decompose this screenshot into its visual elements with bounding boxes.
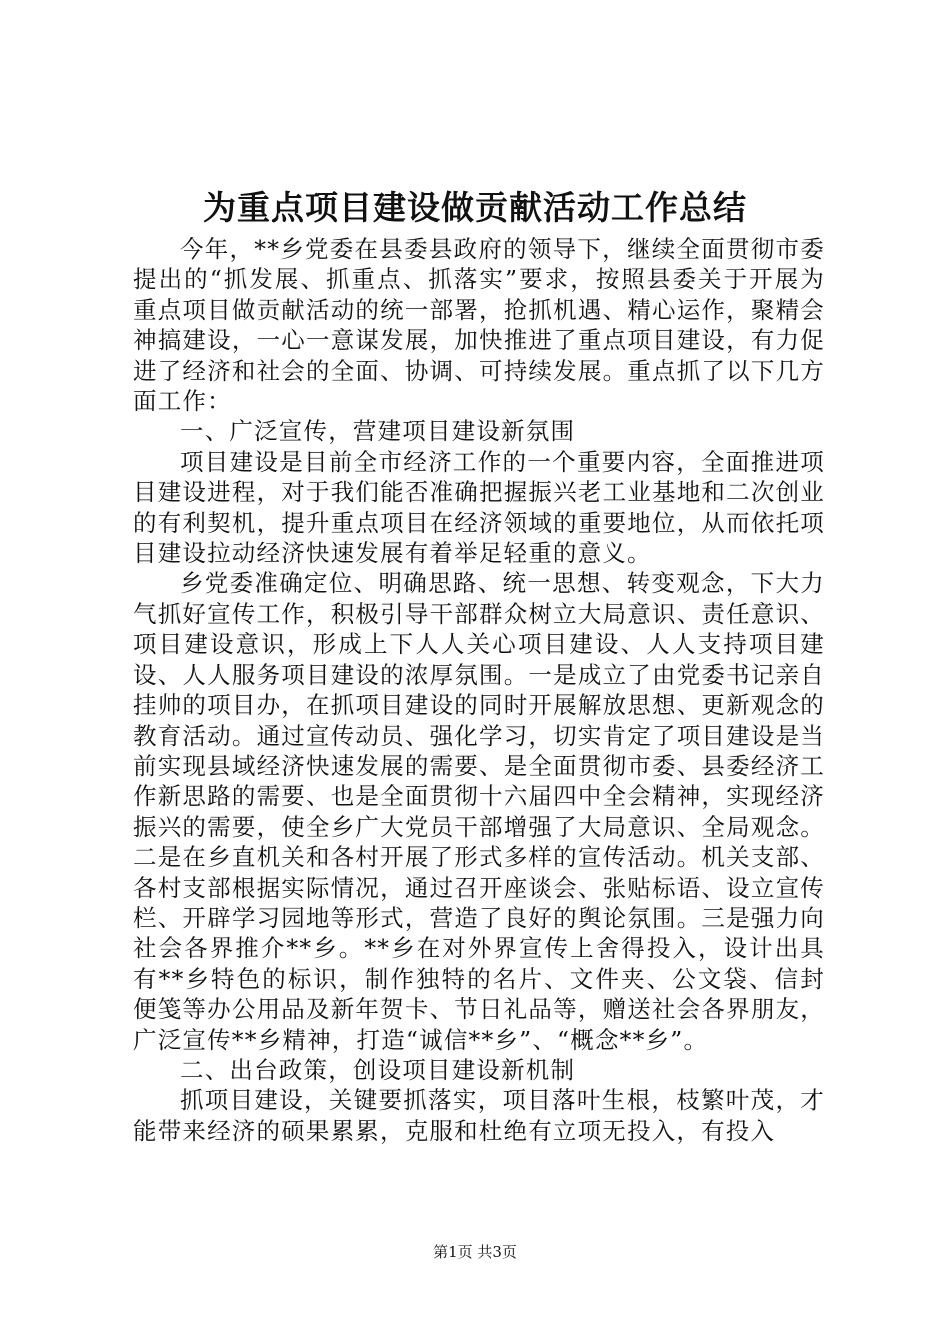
section-heading: 一、广泛宣传，营建项目建设新氛围 <box>180 417 576 446</box>
section-heading: 二、出台政策，创设项目建设新机制 <box>180 1055 576 1084</box>
paragraph: 项目建设是目前全市经济工作的一个重要内容，全面推进项目建设进程，对于我们能否准确把握振兴老工业基地和二次创业的有利契机，提升重点项目在经济领域的重要地位，从而依托项目建设拉动经济快速发展有着举足轻重的意义。 <box>133 447 825 568</box>
document-body <box>133 234 825 1179</box>
page-footer: 第1页 共3页 <box>433 1243 517 1261</box>
document-title: 为重点项目建设做贡献活动工作总结 <box>203 188 747 227</box>
paragraph: 抓项目建设，关键要抓落实，项目落叶生根，枝繁叶茂，才能带来经济的硕果累累，克服和杜绝有立项无投入，有投入 <box>133 1086 825 1145</box>
paragraph: 今年，**乡党委在县委县政府的领导下，继续全面贯彻市委提出的“抓发展、抓重点、抓落实”要求，按照县委关于开展为重点项目做贡献活动的统一部署，抢抓机遇、精心运作，聚精会神搞建设，一心一意谋发展，加快推进了重点项目建设，有力促进了经济和社会的全面、协调、可持续发展。重点抓了以下几方面工作： <box>133 235 825 416</box>
paragraph: 乡党委准确定位、明确思路、统一思想、转变观念，下大力气抓好宣传工作，积极引导干部群众树立大局意识、责任意识、项目建设意识，形成上下人人关心项目建设、人人支持项目建设、人人服务项目建设的浓厚氛围。一是成立了由党委书记亲自挂帅的项目办，在抓项目建设的同时开展解放思想、更新观念的教育活动。通过宣传动员、强化学习，切实肯定了项目建设是当前实现县域经济快速发展的需要、是全面贯彻市委、县委经济工作新思路的需要、也是全面贯彻十六届四中全会精神，实现经济振兴的需要，使全乡广大党员干部增强了大局意识、全局观念。二是在乡直机关和各村开展了形式多样的宣传活动。机关支部、各村支部根据实际情况，通过召开座谈会、张贴标语、设立宣传栏、开辟学习园地等形式，营造了良好的舆论氛围。三是强力向社会各界推介**乡。**乡在对外界宣传上舍得投入，设计出具有**乡特色的标识，制作独特的名片、文件夹、公文袋、信封便笺等办公用品及新年贺卡、节日礼品等，赠送社会各界朋友，广泛宣传**乡精神，打造“诚信**乡”、“概念**乡”。 <box>133 569 825 1054</box>
